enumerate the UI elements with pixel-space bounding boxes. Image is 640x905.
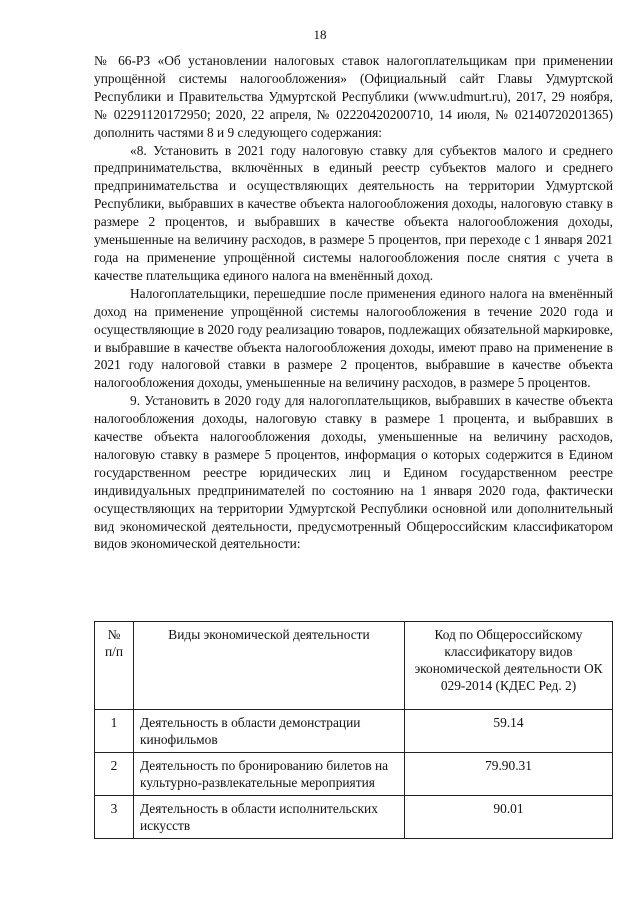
table-row — [95, 710, 613, 753]
row-code: 59.14 — [405, 710, 613, 753]
header-code: Код по Общероссийскому классификатору видов экономической деятельности ОК 029-2014 (КДЕС Ред. 2) — [405, 622, 613, 710]
row-activity: Деятельность по бронированию билетов на культурно-развлекательные мероприятия — [134, 753, 405, 796]
row-number: 1 — [95, 710, 134, 753]
paragraph-part-8: «8. Установить в 2021 году налоговую ставку для субъектов малого и среднего предпринимательства, включённых в единый реестр субъектов малого и среднего предпринимательства и осуществляющих деятельность на территории Удмуртской Республики, выбравших в качестве объекта налогообложения доходы, налоговую ставку в размере 2 процентов, и выбравших в качестве объекта налогообложения доходы, уменьшенные на величину расходов, в размере 5 процентов, при переходе с 1 января 2021 года на применение упрощённой системы налогообложения после снятия с учета в качестве плательщика единого налога на вменённый доход. — [94, 142, 613, 283]
row-number: 2 — [95, 753, 134, 796]
row-number: 3 — [95, 796, 134, 839]
activity-classifier-table — [94, 621, 613, 839]
paragraph-law-reference: № 66-РЗ «Об установлении налоговых ставок налогоплательщикам при применении упрощённой системы налогообложения» (Официальный сайт Главы Удмуртской Республики и Правительства Удмуртской Республики (www.udmurt.ru), 2017, 29 ноября, № 02291120172950; 2020, 22 апреля, № 02220420200710, 14 июля, № 02140720201365) дополнить частями 8 и 9 следующего содержания: — [94, 53, 613, 140]
header-activity: Виды экономической деятельности — [134, 622, 405, 710]
row-code: 79.90.31 — [405, 753, 613, 796]
table-row — [95, 796, 613, 839]
paragraph-part-9: 9. Установить в 2020 году для налогоплательщиков, выбравших в качестве объекта налогообложения доходы, налоговую ставку в размере 1 процента, и выбравших в качестве объекта налогообложения доходы, уменьшенные на величину расходов, налоговую ставку в размере 5 процентов, информация о которых содержится в Едином государственном реестре юридических лиц и Едином государственном реестре индивидуальных предпринимателей по состоянию на 1 января 2020 года, фактически осуществляющих на территории Удмуртской Республики основной или дополнительный вид экономической деятельности, предусмотренный Общероссийским классификатором видов экономической деятельности: — [94, 393, 613, 552]
table-row — [95, 753, 613, 796]
page-number: 18 — [313, 27, 327, 42]
document-body — [94, 52, 613, 553]
header-number: № п/п — [95, 622, 134, 710]
row-activity: Деятельность в области демонстрации кинофильмов — [134, 710, 405, 753]
row-code: 90.01 — [405, 796, 613, 839]
paragraph-taxpayers: Налогоплательщики, перешедшие после применения единого налога на вменённый доход на применение упрощённой системы налогообложения в течение 2020 года и осуществляющие в 2020 году реализацию товаров, подлежащих обязательной маркировке, и выбравшие в качестве объекта налогообложения доходы, имеют право на применение в 2021 году налоговой ставки в размере 2 процентов, выбравшие в качестве объекта налогообложения доходы, уменьшенные на величину расходов, в размере 5 процентов. — [94, 285, 613, 391]
table-header-row — [95, 622, 613, 710]
row-activity: Деятельность в области исполнительских искусств — [134, 796, 405, 839]
